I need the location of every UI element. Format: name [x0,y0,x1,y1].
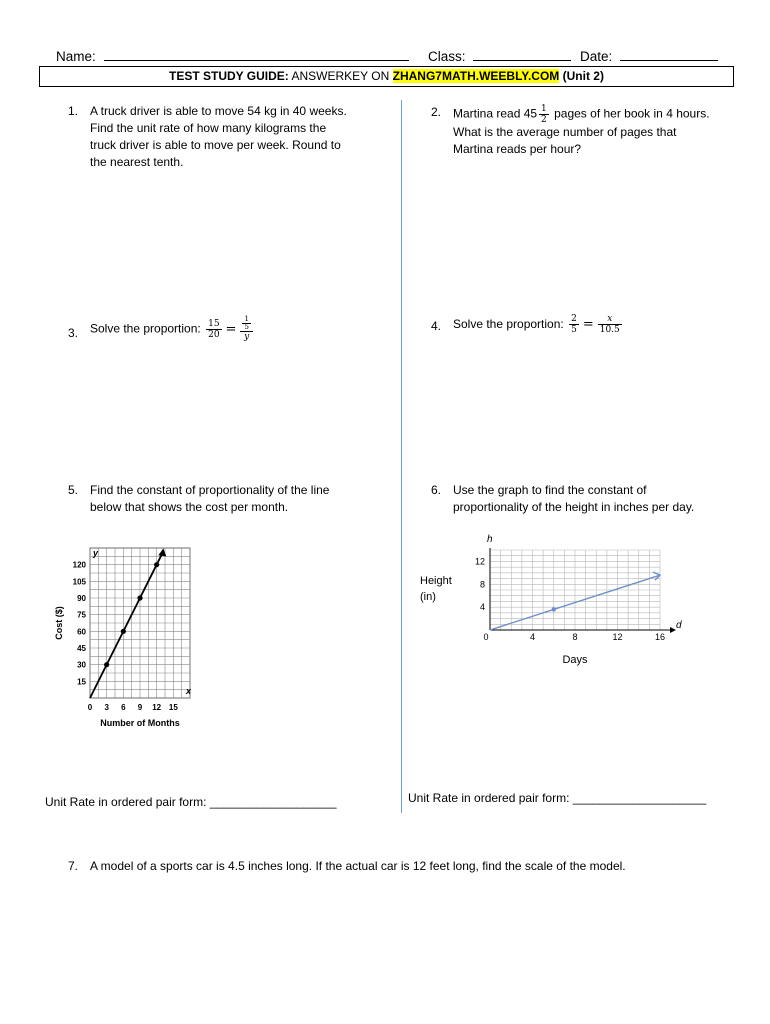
x-tick-label: 16 [654,632,666,642]
date-blank[interactable] [620,48,718,61]
left-fraction [206,319,221,340]
title-bold: TEST STUDY GUIDE: [169,69,289,83]
class-label: Class: [428,49,466,64]
unit-rate-left[interactable]: Unit Rate in ordered pair form: ___________________ [45,795,337,809]
class-blank[interactable] [473,48,571,61]
q5-line: Find the constant of proportionality of the line [90,483,330,497]
q6-line: proportionality of the height in inches per day. [453,500,695,514]
data-point [121,629,126,634]
date-label: Date: [580,49,613,64]
question-number: 5. [68,483,79,497]
question-text: A model of a sports car is 4.5 inches long. If the actual car is 12 feet long, find the scale of the model. [90,859,626,873]
q1-line: the nearest tenth. [90,155,184,169]
y-tick-label: 60 [77,627,86,637]
y-axis-label-unit: (in) [420,591,436,603]
header-row [56,48,409,64]
cost-per-month-chart [50,538,200,738]
y-tick-label: 12 [474,556,485,567]
question-text [90,316,255,342]
data-point [137,595,142,600]
x-axis-label: Number of Months [100,718,180,728]
data-point [552,607,556,611]
y-axis-label: Cost ($) [54,606,64,640]
question-number: 1. [68,104,79,118]
equals-sign: = [582,317,594,332]
x-axis-letter: d [676,620,682,631]
title-box [39,66,734,87]
unit-rate-right[interactable]: Unit Rate in ordered pair form: ____________________ [408,791,707,805]
right-fraction [240,316,252,342]
y-tick-label: 105 [72,577,86,587]
question-text [453,104,710,158]
q5-line: below that shows the cost per month. [90,500,289,514]
date-group [580,48,718,64]
q1-line: Find the unit rate of how many kilograms the [90,121,327,135]
q1-line: A truck driver is able to move 54 kg in 40 weeks. [90,104,347,118]
y-tick-label: 75 [77,610,86,620]
x-axis-label: Days [562,654,588,666]
right-fraction [598,314,622,335]
fraction-denominator: 20 [208,329,220,340]
fraction-numerator: 1 [541,104,547,114]
x-tick-label: 9 [137,703,143,712]
q1-line: truck driver is able to move per week. Round to [90,138,341,152]
question-number: 6. [431,483,442,497]
y-tick-label: 120 [72,560,86,570]
question-text [90,482,329,516]
x-tick-label: 15 [168,703,178,712]
mixed-fraction [539,104,549,125]
fraction-numerator: x [598,314,622,325]
y-tick-label: 4 [479,602,485,613]
height-per-day-chart [415,530,695,675]
name-label: Name: [56,49,96,64]
fraction-denominator: y [244,332,250,342]
fraction-denominator: 2 [541,115,547,125]
data-point [104,662,109,667]
x-tick-label: 12 [612,632,623,642]
y-tick-label: 15 [77,677,86,687]
x-axis-letter: x [186,686,192,696]
y-tick-label: 45 [77,644,86,653]
question-number: 3. [68,326,79,340]
y-tick-label: 30 [77,660,86,670]
q4-text: Solve the proportion: [453,317,564,331]
left-fraction [569,314,579,335]
class-group [428,48,571,64]
question-text [453,314,624,335]
y-tick-label: 8 [479,579,485,590]
q2-line: Martina reads per hour? [453,142,582,156]
question-number: 2. [431,105,442,119]
q2-post: pages of her book in 4 hours. [550,106,710,121]
q3-text: Solve the proportion: [90,321,201,336]
y-axis-letter: y [93,548,99,558]
nested-denominator: 5 [244,323,249,331]
title-unit: (Unit 2) [559,69,604,83]
column-divider [401,100,402,813]
site-link[interactable]: ZHANG7MATH.WEEBLY.COM [392,69,560,83]
fraction-numerator [240,316,252,332]
equals-sign: = [225,321,237,337]
fraction-numerator: 15 [208,318,220,329]
fraction-numerator: 2 [571,314,577,324]
x-tick-label: 8 [572,632,578,642]
question-text [453,482,694,516]
name-blank[interactable] [104,48,409,61]
q6-line: Use the graph to find the constant of [453,483,647,497]
question-text [90,103,347,171]
y-axis-letter: h [487,534,493,545]
x-tick-label: 3 [104,703,109,712]
data-point [154,562,159,567]
x-tick-label: 4 [529,632,536,642]
x-tick-label: 6 [121,703,126,712]
question-number: 7. [68,859,79,873]
q2-pre: Martina read 45 [453,106,538,121]
nested-numerator: 1 [244,315,249,323]
x-tick-label: 12 [152,703,162,712]
q2-line: What is the average number of pages that [453,125,677,139]
title-middle: ANSWERKEY ON [288,69,393,83]
fraction-denominator: 5 [571,325,577,335]
x-tick-label: 0 [483,632,489,642]
x-tick-label: 0 [87,703,93,712]
question-number: 4. [431,319,442,333]
y-axis-label: Height [420,575,452,587]
fraction-denominator: 10.5 [599,325,620,335]
y-tick-label: 90 [77,594,86,603]
